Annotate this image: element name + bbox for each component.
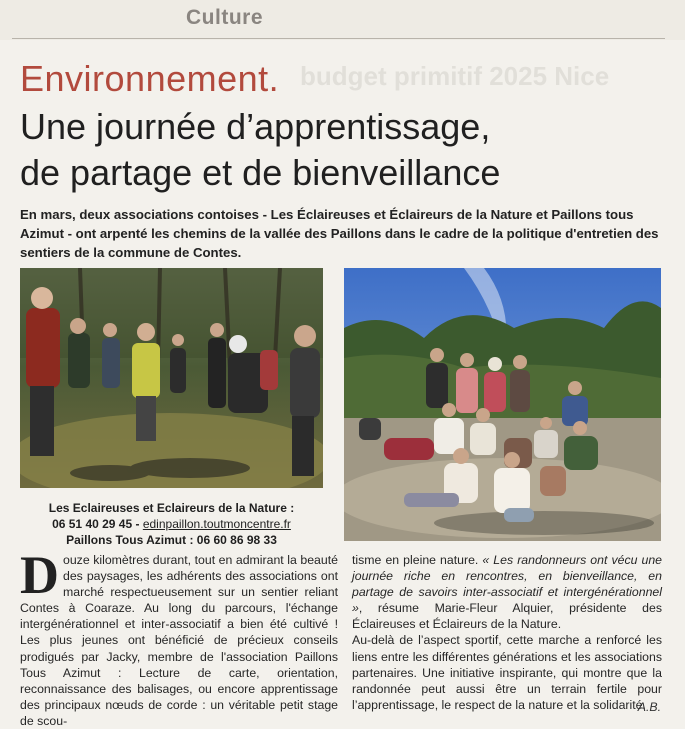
caption-line-3: Paillons Tous Azimut : 06 60 86 98 33 [66,533,277,547]
caption-line-1: Les Eclaireuses et Eclaireurs de la Nature : [48,501,295,515]
article-lead: En mars, deux associations contoises - Les Éclaireuses et Éclaireurs de la Nature et Paillons tous Azimut - ont arpenté les chemins de la vallée des Paillons dans le cadre de la politique d'entretien des sentiers de la commune de Contes. [20,207,659,260]
body-right-start: tisme en pleine nature. [352,553,483,567]
section-title: Culture [186,6,263,29]
show-through-text: budget primitif 2025 Nice [300,61,610,91]
body-left-text: ouze kilomètres durant, tout en admirant la beauté des paysages, les adhérents des associations ont marché respectueusement sur un sentier reliant Contes à Coaraze. Au long du parcours, l'échange intergénérationnel et inter-associatif a bien été cultivé ! Les plus jeunes ont bénéficié de précieux conseils prodigués par Jacky, membre de l'association Paillons Tous Azimut : Lecture de carte, orientation, reconnaissance des balisages, ou encore apprentissage des principaux nœuds de corde : un véritable petit stage de scou- [20,553,338,728]
headline-line-1: Une journée d’apprentissage, [20,106,491,147]
photo-group-on-hill-image [344,268,661,541]
article-body-left-column [20,545,338,729]
article-kicker: Environnement. [20,58,280,99]
photo-group-on-hill [344,268,661,541]
body-right-paragraph-1 [352,552,662,632]
headline-line-2: de partage et de bienveillance [20,152,501,193]
header-rule [12,38,665,39]
photo-forest-group [20,268,323,488]
caption-website-link[interactable]: edinpaillon.toutmoncentre.fr [142,517,291,531]
article-body-right-column [352,552,662,713]
page-header [0,0,685,40]
body-right-quote: « Les randonneurs ont vécu une journée riche en rencontres, en bienveillance, en partage de savoirs inter-associatif et intergénérationnel » [352,553,663,616]
article-headline [20,104,660,196]
photo-caption [20,500,323,548]
caption-phone-1: 06 51 40 29 45 - [52,517,143,531]
author-signature: A.B. [637,700,661,714]
drop-cap: D [20,545,59,605]
body-right-after-quote: , résume Marie-Fleur Alquier, présidente des Éclaireuses et Éclaireurs de la Nature. [352,601,662,632]
body-right-paragraph-2: Au-delà de l’aspect sportif, cette marche a renforcé les liens entre les différentes générations et les associations partenaires. Une initiative inspirante, qui montre que la randonnée peut aussi être un terrain fertile pour l’apprentissage, le respect de la nature et la solidarité. [352,633,662,712]
photo-forest-group-image [20,268,323,488]
caption-line-2 [20,516,323,532]
